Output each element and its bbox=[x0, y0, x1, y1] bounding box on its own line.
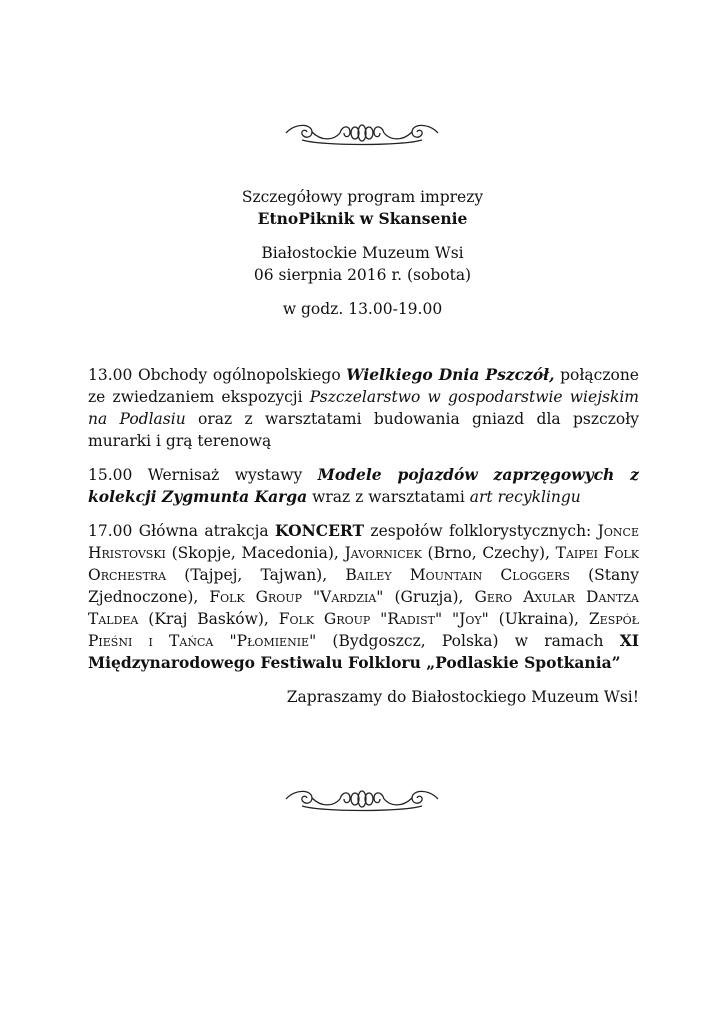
group-name: Folk Group "Vardzia" bbox=[209, 588, 384, 606]
item-text: połączone ze zwiedzaniem ekspozycji bbox=[88, 366, 639, 406]
closing-invitation: Zapraszamy do Białostockiego Muzeum Wsi! bbox=[286, 688, 639, 706]
item-text: Wernisaż wystawy bbox=[132, 466, 318, 484]
group-name: Javornicek bbox=[344, 544, 422, 562]
group-location: (Bydgoszcz, Polska) w ramach bbox=[316, 632, 620, 650]
item-exhibit-name: Pszczelarstwo w gospodarstwie wiejskim na Podlasiu bbox=[88, 388, 639, 428]
item-time: 17.00 bbox=[88, 522, 133, 540]
festival-name: XI Międzynarodowego Festiwalu Folkloru „Podlaskie Spotkania” bbox=[88, 631, 639, 672]
event-title: EtnoPiknik w Skansenie bbox=[257, 209, 468, 228]
decorative-flourish-top bbox=[282, 120, 442, 146]
item-time: 15.00 bbox=[88, 466, 133, 484]
event-date: 06 sierpnia 2016 r. (sobota) bbox=[253, 266, 472, 284]
program-item-3 bbox=[88, 520, 639, 674]
event-venue: Białostockie Muzeum Wsi bbox=[261, 244, 464, 262]
group-location: (Stany Zjednoczone), bbox=[88, 566, 639, 606]
program-item-2 bbox=[88, 464, 639, 508]
group-location: (Gruzja), bbox=[383, 588, 475, 606]
group-name: Zespół Pieśni i Tańca "Płomienie" bbox=[88, 610, 640, 650]
group-location: (Kraj Basków), bbox=[138, 610, 279, 628]
item-text: zespołów folklorystycznych: bbox=[364, 522, 598, 540]
item-workshop-name: art recyklingu bbox=[469, 488, 581, 506]
item-event-name: Wielkiego Dnia Pszczół, bbox=[346, 365, 555, 384]
program-header bbox=[0, 186, 725, 320]
item-text: Obchody ogólnopolskiego bbox=[132, 366, 347, 384]
group-name: Folk Group "Radist" "Joy" bbox=[278, 610, 489, 628]
group-name: Jonce Hristovski bbox=[88, 522, 639, 562]
item-exhibition-name: Modele pojazdów zaprzęgowych z kolekcji Zygmunta Karga bbox=[88, 465, 639, 506]
event-hours: w godz. 13.00-19.00 bbox=[282, 300, 443, 318]
group-location: (Tajpej, Tajwan), bbox=[166, 566, 346, 584]
item-text: oraz z warsztatami budowania gniazd dla pszczoły murarki i grą terenową bbox=[88, 410, 639, 450]
group-location: (Ukraina), bbox=[488, 610, 589, 628]
item-time: 13.00 bbox=[88, 366, 133, 384]
group-name: Taipei Folk Orchestra bbox=[88, 544, 639, 584]
item-text: wraz z warsztatami bbox=[307, 488, 470, 506]
program-body bbox=[88, 364, 639, 720]
group-location: (Skopje, Macedonia), bbox=[165, 544, 345, 562]
item-concert-label: KONCERT bbox=[275, 521, 365, 540]
group-name: Gero Axular Dantza Taldea bbox=[88, 588, 639, 628]
decorative-flourish-bottom bbox=[282, 786, 442, 812]
program-item-1 bbox=[88, 364, 639, 452]
header-intro: Szczegółowy program imprezy bbox=[241, 188, 484, 206]
item-text: Główna atrakcja bbox=[132, 522, 276, 540]
group-name: Bailey Mountain Cloggers bbox=[345, 566, 570, 584]
group-location: (Brno, Czechy), bbox=[421, 544, 556, 562]
